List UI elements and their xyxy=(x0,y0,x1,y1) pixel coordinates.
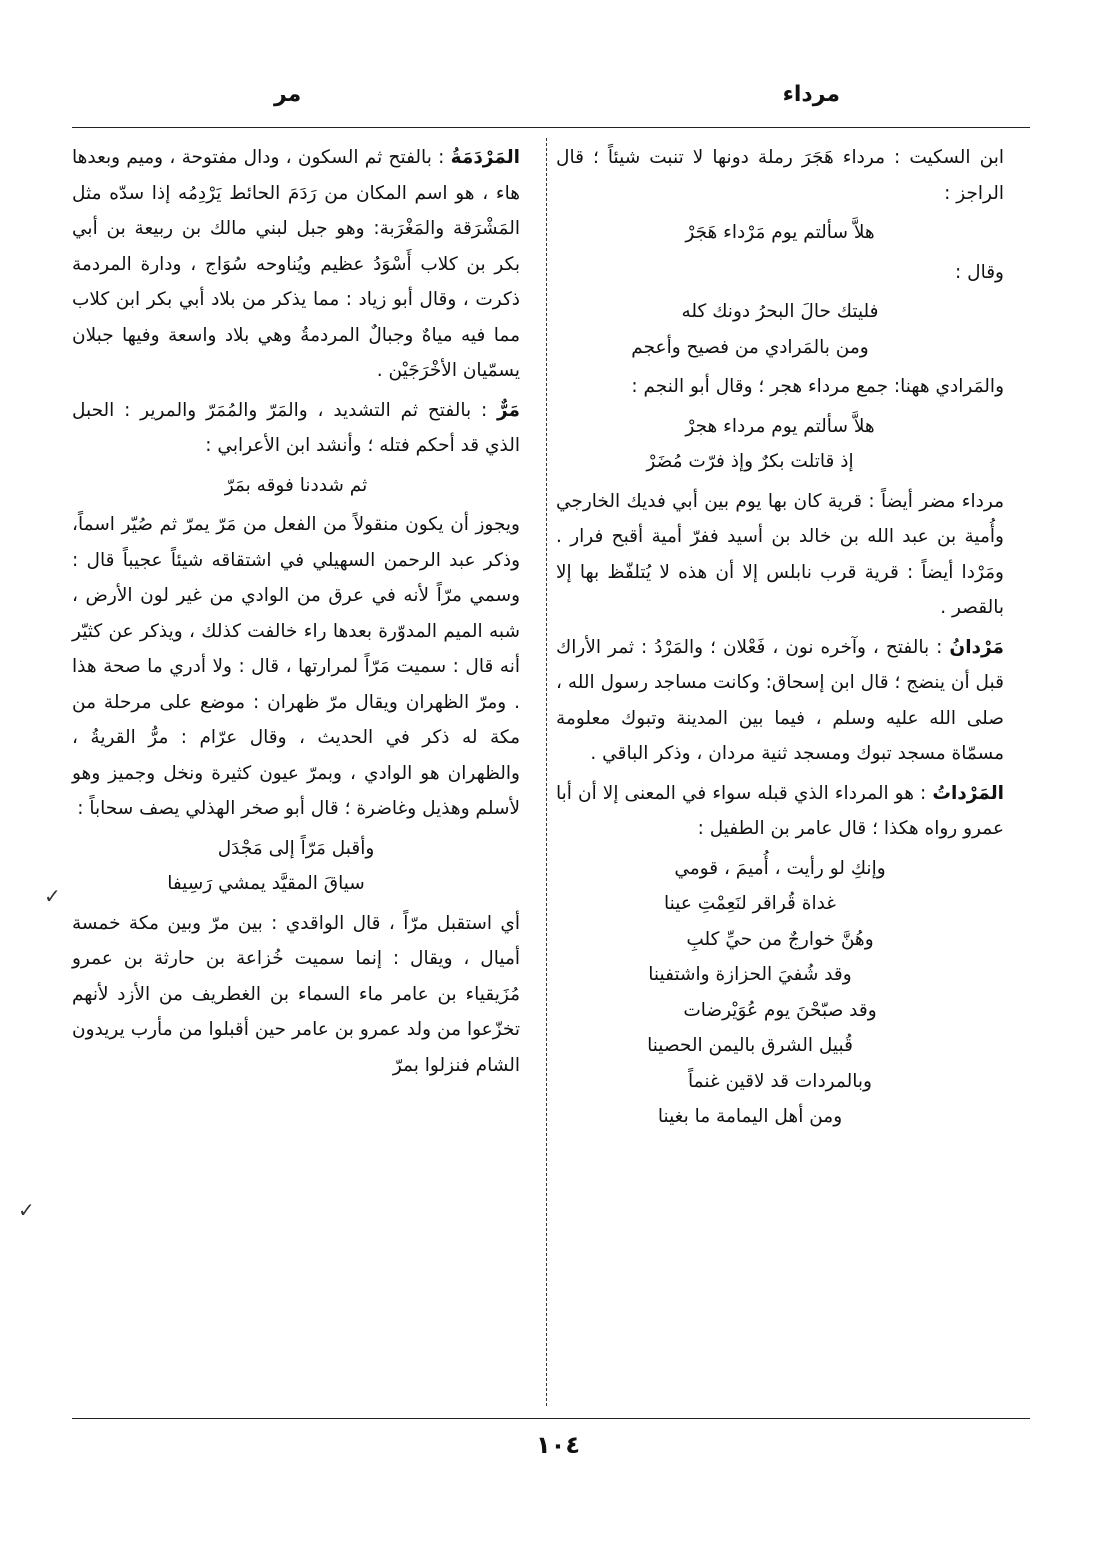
page-number: ١٠٤ xyxy=(536,1431,580,1459)
verse-line: وأقبل مَرّاً إلى مَجْدَل xyxy=(217,837,375,859)
verse-line: وقد صبّحْنَ يوم عُوَيْرضات xyxy=(683,999,877,1021)
header-rule xyxy=(72,127,1030,128)
paragraph: مرداء مضر أيضاً : قرية كان بها يوم بين أبي فديك الخارجي وأُمية بن عبد الله بن خالد بن أسيد ففرّ أمية أقبح فرار . ومَرْدا أيضاً : قرية قرب نابلس إلا أن هذه لا يُتلفّظ بها إلا بالقصر . xyxy=(556,490,1004,618)
margin-mark: ✓ xyxy=(18,1198,35,1222)
verse-line: غداة قُراقر لنَعِمْتِ عينا xyxy=(664,893,836,914)
verse-line: إذ قاتلت بكرٌ وإذ فرّت مُضَرْ xyxy=(646,451,854,472)
page-header-left: مر xyxy=(274,82,302,107)
page-header-right: مرداء xyxy=(782,82,840,107)
entry-headword: مَرْدانُ xyxy=(949,636,1004,658)
dictionary-entry xyxy=(72,140,520,389)
margin-mark: ✓ xyxy=(44,884,61,908)
entry-text: : بالفتح ، وآخره نون ، فَعْلان ؛ والمَرْدُ : ثمر الأراك قبل أن ينضج ؛ قال ابن إسحاق: وكانت مساجد رسول الله ، صلى الله عليه وسلم ، فيما بين المدينة وتبوك معلومة مسمّاة مسجد تبوك ومسجد ثنية مردان ، وذكر الباقي . xyxy=(556,636,1004,764)
verse-line: وإنكِ لو رأيت ، أُميمَ ، قومي xyxy=(674,857,886,879)
verse-block xyxy=(556,215,1004,251)
verse-line: سياقَ المقيَّد يمشي رَسِيفا xyxy=(167,873,365,894)
entry-headword: مَرٌّ xyxy=(497,399,520,421)
footer-rule xyxy=(72,1418,1030,1419)
column-divider xyxy=(546,138,547,1406)
entry-text: : بالفتح ثم السكون ، ودال مفتوحة ، وميم وبعدها هاء ، هو اسم المكان من رَدَمَ الحائط يَرْدِمُه إذا سدّه مثل المَشْرَقة والمَغْرَبة: وهو جبل لبني مالك بن ربيعة بن أبي بكر بن كلاب أَسْوَدُ عظيم ويُناوحه سُوَاج ، ودارة المردمة ذكرت ، وقال أبو زياد : مما يذكر من بلاد أبي بكر ابن كلاب مما فيه مياهٌ وجبالٌ المردمةُ وهي بلاد واسعة وفيها جبلان يسمّيان الأخْرَجَيْن . xyxy=(72,147,520,381)
paragraph: ابن السكيت : مرداء هَجَرَ رملة دونها لا تنبت شيئاً ؛ قال الراجز : xyxy=(556,147,1004,204)
verse-block xyxy=(72,468,520,504)
verse-block xyxy=(556,851,1004,1135)
verse-line: ومن أهل اليمامة ما بغينا xyxy=(657,1106,843,1127)
entry-text: : هو المرداء الذي قبله سواء في المعنى إلا أن أبا عمرو رواه هكذا ؛ قال عامر بن الطفيل : xyxy=(556,782,1004,839)
verse-line: هلاَّ سألتم يوم مرداء هجرْ xyxy=(685,415,875,437)
entry-text: : بالفتح ثم التشديد ، والمَرّ والمُمَرّ والمرير : الحبل الذي قد أحكم فتله ؛ وأنشد ابن الأعرابي : xyxy=(72,399,520,456)
entry-headword: المَرْدَمَةُ xyxy=(450,147,521,168)
verse-block xyxy=(556,409,1004,480)
paragraph: أي استقبل مرّاً ، قال الواقدي : بين مرّ وبين مكة خمسة أميال ، ويقال : إنما سميت خُزاعة بن حارثة بن عمرو مُزَيقياء بن عامر ماء السماء بن الغطريف من الأزد لأنهم تخزّعوا من ولد عمرو بن عامر حين أقبلوا من مأرب يريدون الشام فنزلوا بمرّ xyxy=(72,912,520,1076)
verse-block xyxy=(556,294,1004,365)
paragraph: ويجوز أن يكون منقولاً من الفعل من مَرّ يمرّ ثم صُيّر اسماً، وذكر عبد الرحمن السهيلي في اشتقاقه شيئاً عجيباً قال : وسمي مرّاً لأنه في عرق من الوادي من غير لون الأرض ، شبه الميم المدوّرة بعدها راء خالفت كذلك ، ويذكر عن كثيّر أنه قال : سميت مَرّاً لمرارتها ، قال : ولا أدري ما صحة هذا . ومرّ الظهران ويقال مرّ ظهران : موضع على مرحلة من مكة له ذكر في الحديث ، وقال عرّام : مرُّ القريةُ ، والظهران هو الوادي ، وبمرّ عيون كثيرة ونخل وجميز وهو لأسلم وهذيل وغاضرة ؛ قال أبو صخر الهذلي يصف سحاباً : xyxy=(72,514,520,819)
verse-line: وبالمردات قد لاقين غنماً xyxy=(688,1070,872,1092)
verse-line: هلاَّ سألتم يوم مَرْداء هَجَرْ xyxy=(685,222,875,243)
verse-line: ثم شددنا فوقه بمَرّ xyxy=(224,474,368,496)
dictionary-entry xyxy=(556,776,1004,847)
dictionary-entry xyxy=(556,630,1004,772)
verse-block xyxy=(72,831,520,902)
dictionary-entry xyxy=(72,393,520,464)
paragraph: وقال : xyxy=(955,261,1004,283)
entry-headword: المَرْداتُ xyxy=(932,782,1004,804)
paragraph: والمَرادي ههنا: جمع مرداء هجر ؛ وقال أبو النجم : xyxy=(631,376,1004,397)
verse-line: قُبيل الشرق باليمن الحصينا xyxy=(647,1035,853,1056)
verse-line: وهُنَّ خوارجٌ من حيِّ كلبِ xyxy=(686,928,874,950)
left-column xyxy=(72,140,520,1087)
right-column xyxy=(556,140,1004,1139)
verse-line: وقد شُفيَ الحزازة واشتفينا xyxy=(648,964,852,985)
verse-line: ومن بالمَرادي من فصيح وأعجم xyxy=(631,336,869,358)
verse-line: فليتك حالَ البحرُ دونك كله xyxy=(681,301,879,322)
